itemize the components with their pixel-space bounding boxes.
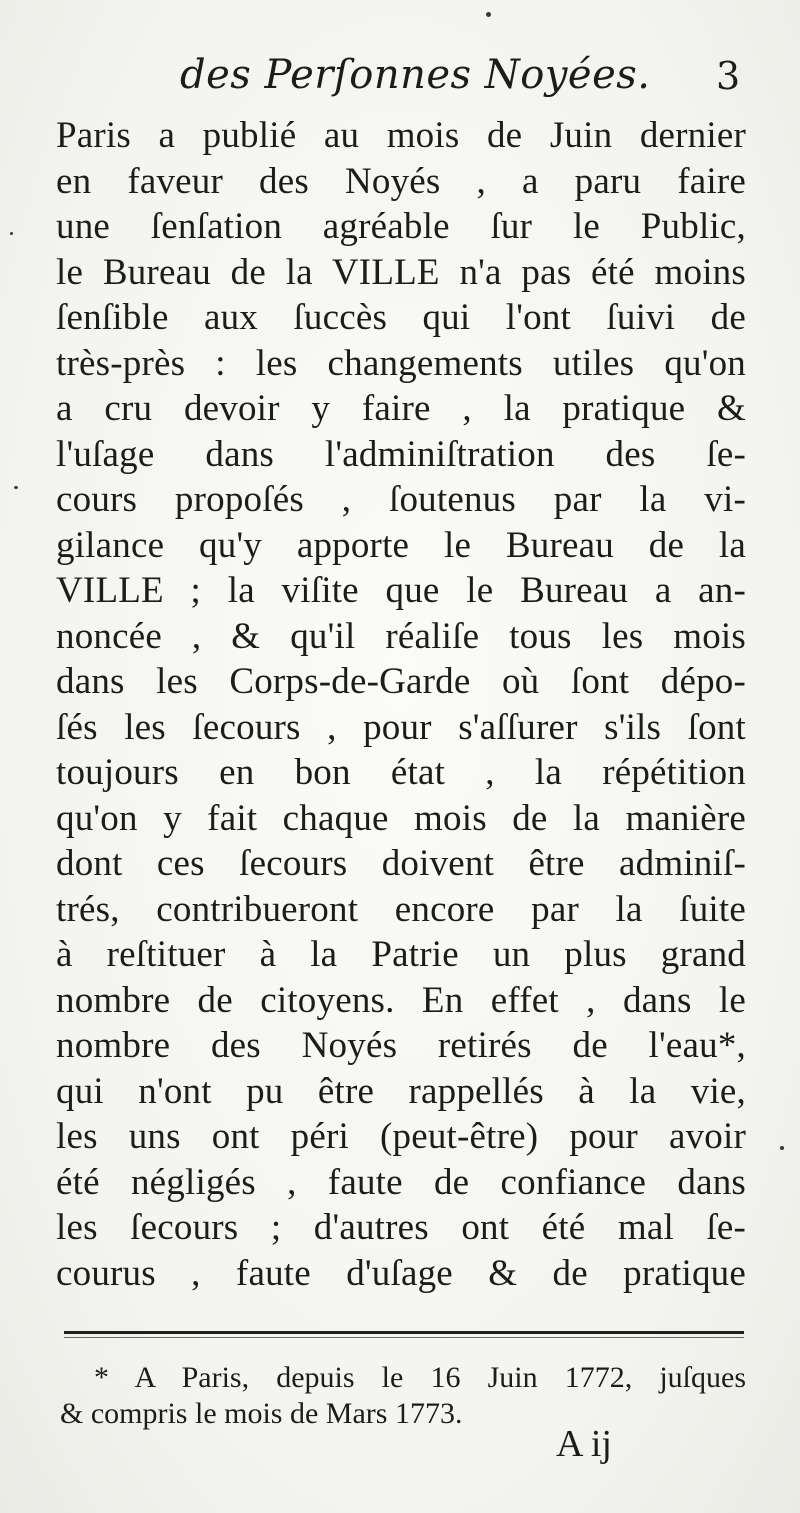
text-line: courus , faute d'uſage & de pratique	[56, 1252, 746, 1294]
text-line: VILLE ; la viſite que le Bureau a an-	[56, 570, 746, 611]
text-line: cours propoſés , ſoutenus par la vi-	[56, 479, 746, 520]
text-line: très-près : les changements utiles qu'on	[56, 342, 746, 384]
paper-speck	[486, 12, 491, 17]
text-line: qu'on y fait chaque mois de la manière	[56, 797, 746, 839]
footnote	[60, 1360, 746, 1432]
text-line: dans les Corps-de-Garde où ſont dépo-	[56, 661, 746, 702]
paper-speck	[10, 232, 13, 235]
running-title: des Perſonnes Noyées.	[180, 52, 651, 98]
text-line: les ſecours ; d'autres ont été mal ſe-	[56, 1207, 746, 1248]
text-line: dont ces ſecours doivent être adminiſ-	[56, 843, 746, 884]
page-header	[0, 52, 800, 112]
text-line: à reſtituer à la Patrie un plus grand	[56, 934, 746, 975]
text-line: noncée , & qu'il réaliſe tous les mois	[56, 615, 746, 657]
text-line: ſenſible aux ſuccès qui l'ont ſuivi de	[56, 297, 746, 338]
text-line: gilance qu'y apporte le Bureau de la	[56, 524, 746, 566]
signature-mark: A ij	[556, 1423, 612, 1465]
text-line: toujours en bon état , la répétition	[56, 752, 746, 793]
main-text	[56, 113, 746, 1296]
paper-speck	[780, 1146, 784, 1150]
paper-speck	[14, 486, 18, 489]
text-line: Paris a publié au mois de Juin dernier	[56, 115, 746, 156]
text-line: a cru devoir y faire , la pratique &	[56, 388, 746, 429]
text-line: ſés les ſecours , pour s'aſſurer s'ils ſont	[56, 706, 746, 748]
page-number: 3	[716, 54, 741, 98]
text-line: l'uſage dans l'adminiſtration des ſe-	[56, 433, 746, 475]
text-line: en faveur des Noyés , a paru faire	[56, 160, 746, 202]
text-line: nombre des Noyés retirés de l'eau*,	[56, 1025, 746, 1066]
text-line: nombre de citoyens. En effet , dans le	[56, 979, 746, 1021]
text-line: les uns ont péri (peut-être) pour avoir	[56, 1116, 746, 1157]
text-line: été négligés , faute de confiance dans	[56, 1161, 746, 1203]
text-line: le Bureau de la VILLE n'a pas été moins	[56, 251, 746, 293]
text-line: trés, contribueront encore par la ſuite	[56, 888, 746, 930]
footnote-rule	[64, 1331, 744, 1334]
footnote-rule-secondary	[64, 1337, 744, 1338]
footnote-line: * A Paris, depuis le 16 Juin 1772, juſques	[94, 1361, 746, 1394]
text-line: qui n'ont pu être rappellés à la vie,	[56, 1070, 746, 1112]
footnote-line: & compris le mois de Mars 1773.	[60, 1397, 463, 1430]
text-line: une ſenſation agréable ſur le Public,	[56, 206, 746, 247]
